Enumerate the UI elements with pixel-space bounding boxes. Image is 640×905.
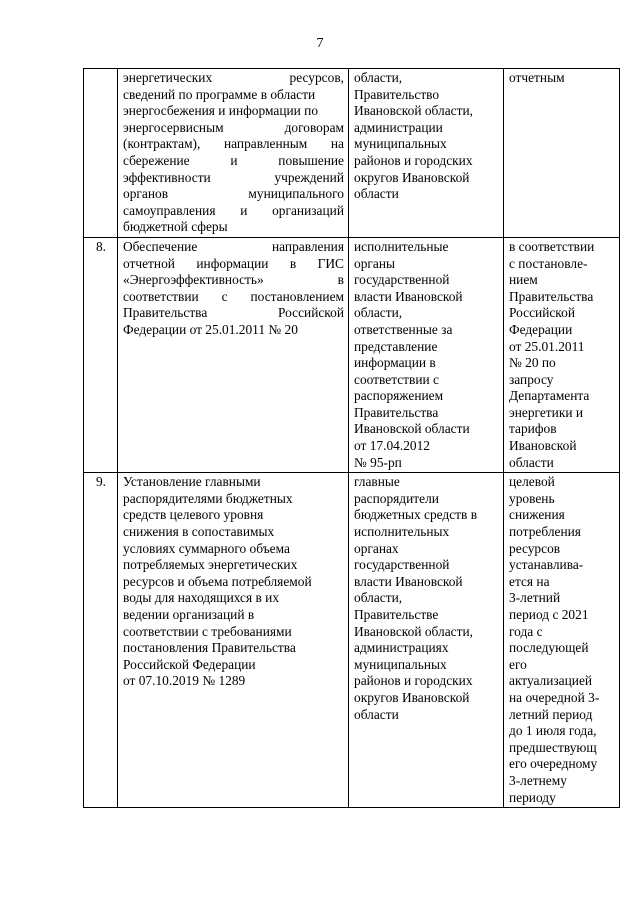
text-line: Правительство	[354, 86, 440, 102]
text-line: условиях суммарного объема	[123, 540, 290, 556]
text-line: области	[354, 186, 399, 202]
text-line: до 1 июля года,	[509, 723, 597, 739]
text-line: нием	[509, 272, 538, 288]
text-line: 3-летний	[509, 590, 561, 606]
text-line: информации в	[354, 355, 436, 371]
text-line: соответствии с требованиями	[123, 623, 292, 639]
text-line: от 17.04.2012	[354, 438, 430, 454]
activity-description	[118, 237, 349, 472]
text-line: бюджетных средств в	[354, 507, 478, 523]
text-line: Ивановской области	[354, 421, 470, 437]
text-line: средств целевого уровня	[123, 507, 264, 523]
text-line: области	[509, 454, 554, 470]
activities-table	[83, 68, 620, 808]
text-line: соответствии с постановлением	[123, 288, 344, 304]
text-line: главные	[354, 474, 400, 490]
text-line: отчетной информации в ГИС	[123, 255, 344, 271]
text-line: Ивановской области,	[354, 623, 473, 639]
table-row	[84, 473, 620, 808]
text-line: округов Ивановской	[354, 689, 470, 705]
text-line: потребляемых энергетических	[123, 557, 298, 573]
text-line: государственной	[354, 272, 450, 288]
text-line: № 95-рп	[354, 454, 402, 470]
text-line: Обеспечение направления	[123, 238, 344, 254]
text-line: округов Ивановской	[354, 169, 470, 185]
text-line: от 25.01.2011	[509, 338, 585, 354]
text-line: уровень	[509, 490, 555, 506]
text-line: потребления	[509, 524, 581, 540]
text-line: отчетным	[509, 70, 565, 85]
text-line: снижения в сопоставимых	[123, 524, 275, 540]
text-line: Правительства	[509, 288, 594, 304]
text-line: воды для находящихся в их	[123, 590, 280, 606]
text-line: муниципальных	[354, 656, 447, 672]
text-line: Федерации	[509, 321, 573, 337]
text-line: ответственные за	[354, 321, 453, 337]
text-line: устанавлива-	[509, 557, 584, 573]
text-line: Российской Федерации	[123, 656, 256, 672]
text-line: соответствии с	[354, 371, 439, 387]
text-line: распоряжением	[354, 388, 444, 404]
text-line: области,	[354, 70, 403, 85]
text-line: (контрактам), направленным на	[123, 136, 344, 152]
text-line: ется на	[509, 573, 550, 589]
text-line: года с	[509, 623, 543, 639]
responsible-executors	[349, 473, 504, 808]
text-line: эффективности учреждений	[123, 169, 344, 185]
text-line: Правительства	[354, 404, 439, 420]
text-line: предшествующ	[509, 739, 597, 755]
text-line: на очередной 3-	[509, 689, 600, 705]
text-line: муниципальных	[354, 136, 447, 152]
text-line: Ивановской	[509, 438, 577, 454]
text-line: области,	[354, 590, 403, 606]
row-number: 9.	[84, 473, 118, 808]
text-line: от 07.10.2019 № 1289	[123, 673, 246, 689]
text-line: запросу	[509, 371, 554, 387]
text-line: сбережение и повышение	[123, 152, 344, 168]
activity-description	[118, 473, 349, 808]
text-line: распорядителями бюджетных	[123, 490, 293, 506]
activity-description	[118, 69, 349, 238]
text-line: Департамента	[509, 388, 590, 404]
text-line: № 20 по	[509, 355, 556, 371]
text-line: государственной	[354, 557, 450, 573]
execution-term	[504, 69, 620, 238]
text-line: области,	[354, 305, 403, 321]
text-line: последующей	[509, 640, 589, 656]
responsible-executors	[349, 237, 504, 472]
text-line: летний период	[509, 706, 593, 722]
text-line: исполнительные	[354, 238, 449, 254]
text-line: Правительства Российской	[123, 305, 344, 321]
text-line: распорядители	[354, 490, 439, 506]
text-line: 3-летнему	[509, 772, 567, 788]
text-line: «Энергоэффективность» в	[123, 272, 344, 288]
text-line: власти Ивановской	[354, 288, 463, 304]
row-number: 8.	[84, 237, 118, 472]
text-line: Установление главными	[123, 474, 261, 490]
text-line: органы	[354, 255, 395, 271]
page-number: 7	[316, 36, 324, 51]
text-line: снижения	[509, 507, 565, 523]
text-line: периоду	[509, 789, 556, 805]
text-line: администрациях	[354, 640, 449, 656]
row-number	[84, 69, 118, 238]
text-line: ресурсов	[509, 540, 561, 556]
text-line: Российской	[509, 305, 575, 321]
text-line: постановления Правительства	[123, 640, 296, 656]
text-line: период с 2021	[509, 607, 589, 622]
text-line: области	[354, 706, 399, 722]
text-line: его	[509, 656, 527, 672]
text-line: ведении организаций в	[123, 607, 255, 622]
text-line: власти Ивановской	[354, 573, 463, 589]
execution-term	[504, 473, 620, 808]
text-line: ресурсов и объема потребляемой	[123, 573, 312, 589]
text-line: в соответствии	[509, 238, 595, 254]
text-line: тарифов	[509, 421, 557, 437]
text-line: энергетики и	[509, 404, 584, 420]
table-row	[84, 237, 620, 472]
text-line: энергетических ресурсов,	[123, 70, 344, 85]
text-line: Правительстве	[354, 607, 439, 622]
text-line: районов и городских	[354, 673, 473, 689]
responsible-executors	[349, 69, 504, 238]
text-line: представление	[354, 338, 438, 354]
text-line: актуализацией	[509, 673, 593, 689]
text-line: энергосбежения и информации по	[123, 103, 319, 119]
text-line: целевой	[509, 474, 555, 490]
text-line: самоуправления и организаций	[123, 202, 344, 218]
text-line: районов и городских	[354, 152, 473, 168]
text-line: сведений по программе в области	[123, 86, 316, 102]
text-line: его очередному	[509, 756, 598, 772]
text-line: администрации	[354, 119, 443, 135]
execution-term	[504, 237, 620, 472]
table-row	[84, 69, 620, 238]
text-line: Ивановской области,	[354, 103, 473, 119]
text-line: Федерации от 25.01.2011 № 20	[123, 321, 298, 337]
text-line: органах	[354, 540, 399, 556]
text-line: бюджетной сферы	[123, 219, 228, 235]
text-line: исполнительных	[354, 524, 450, 540]
text-line: с постановле-	[509, 255, 588, 271]
text-line: органов муниципального	[123, 186, 344, 202]
text-line: энергосервисным договорам	[123, 119, 344, 135]
